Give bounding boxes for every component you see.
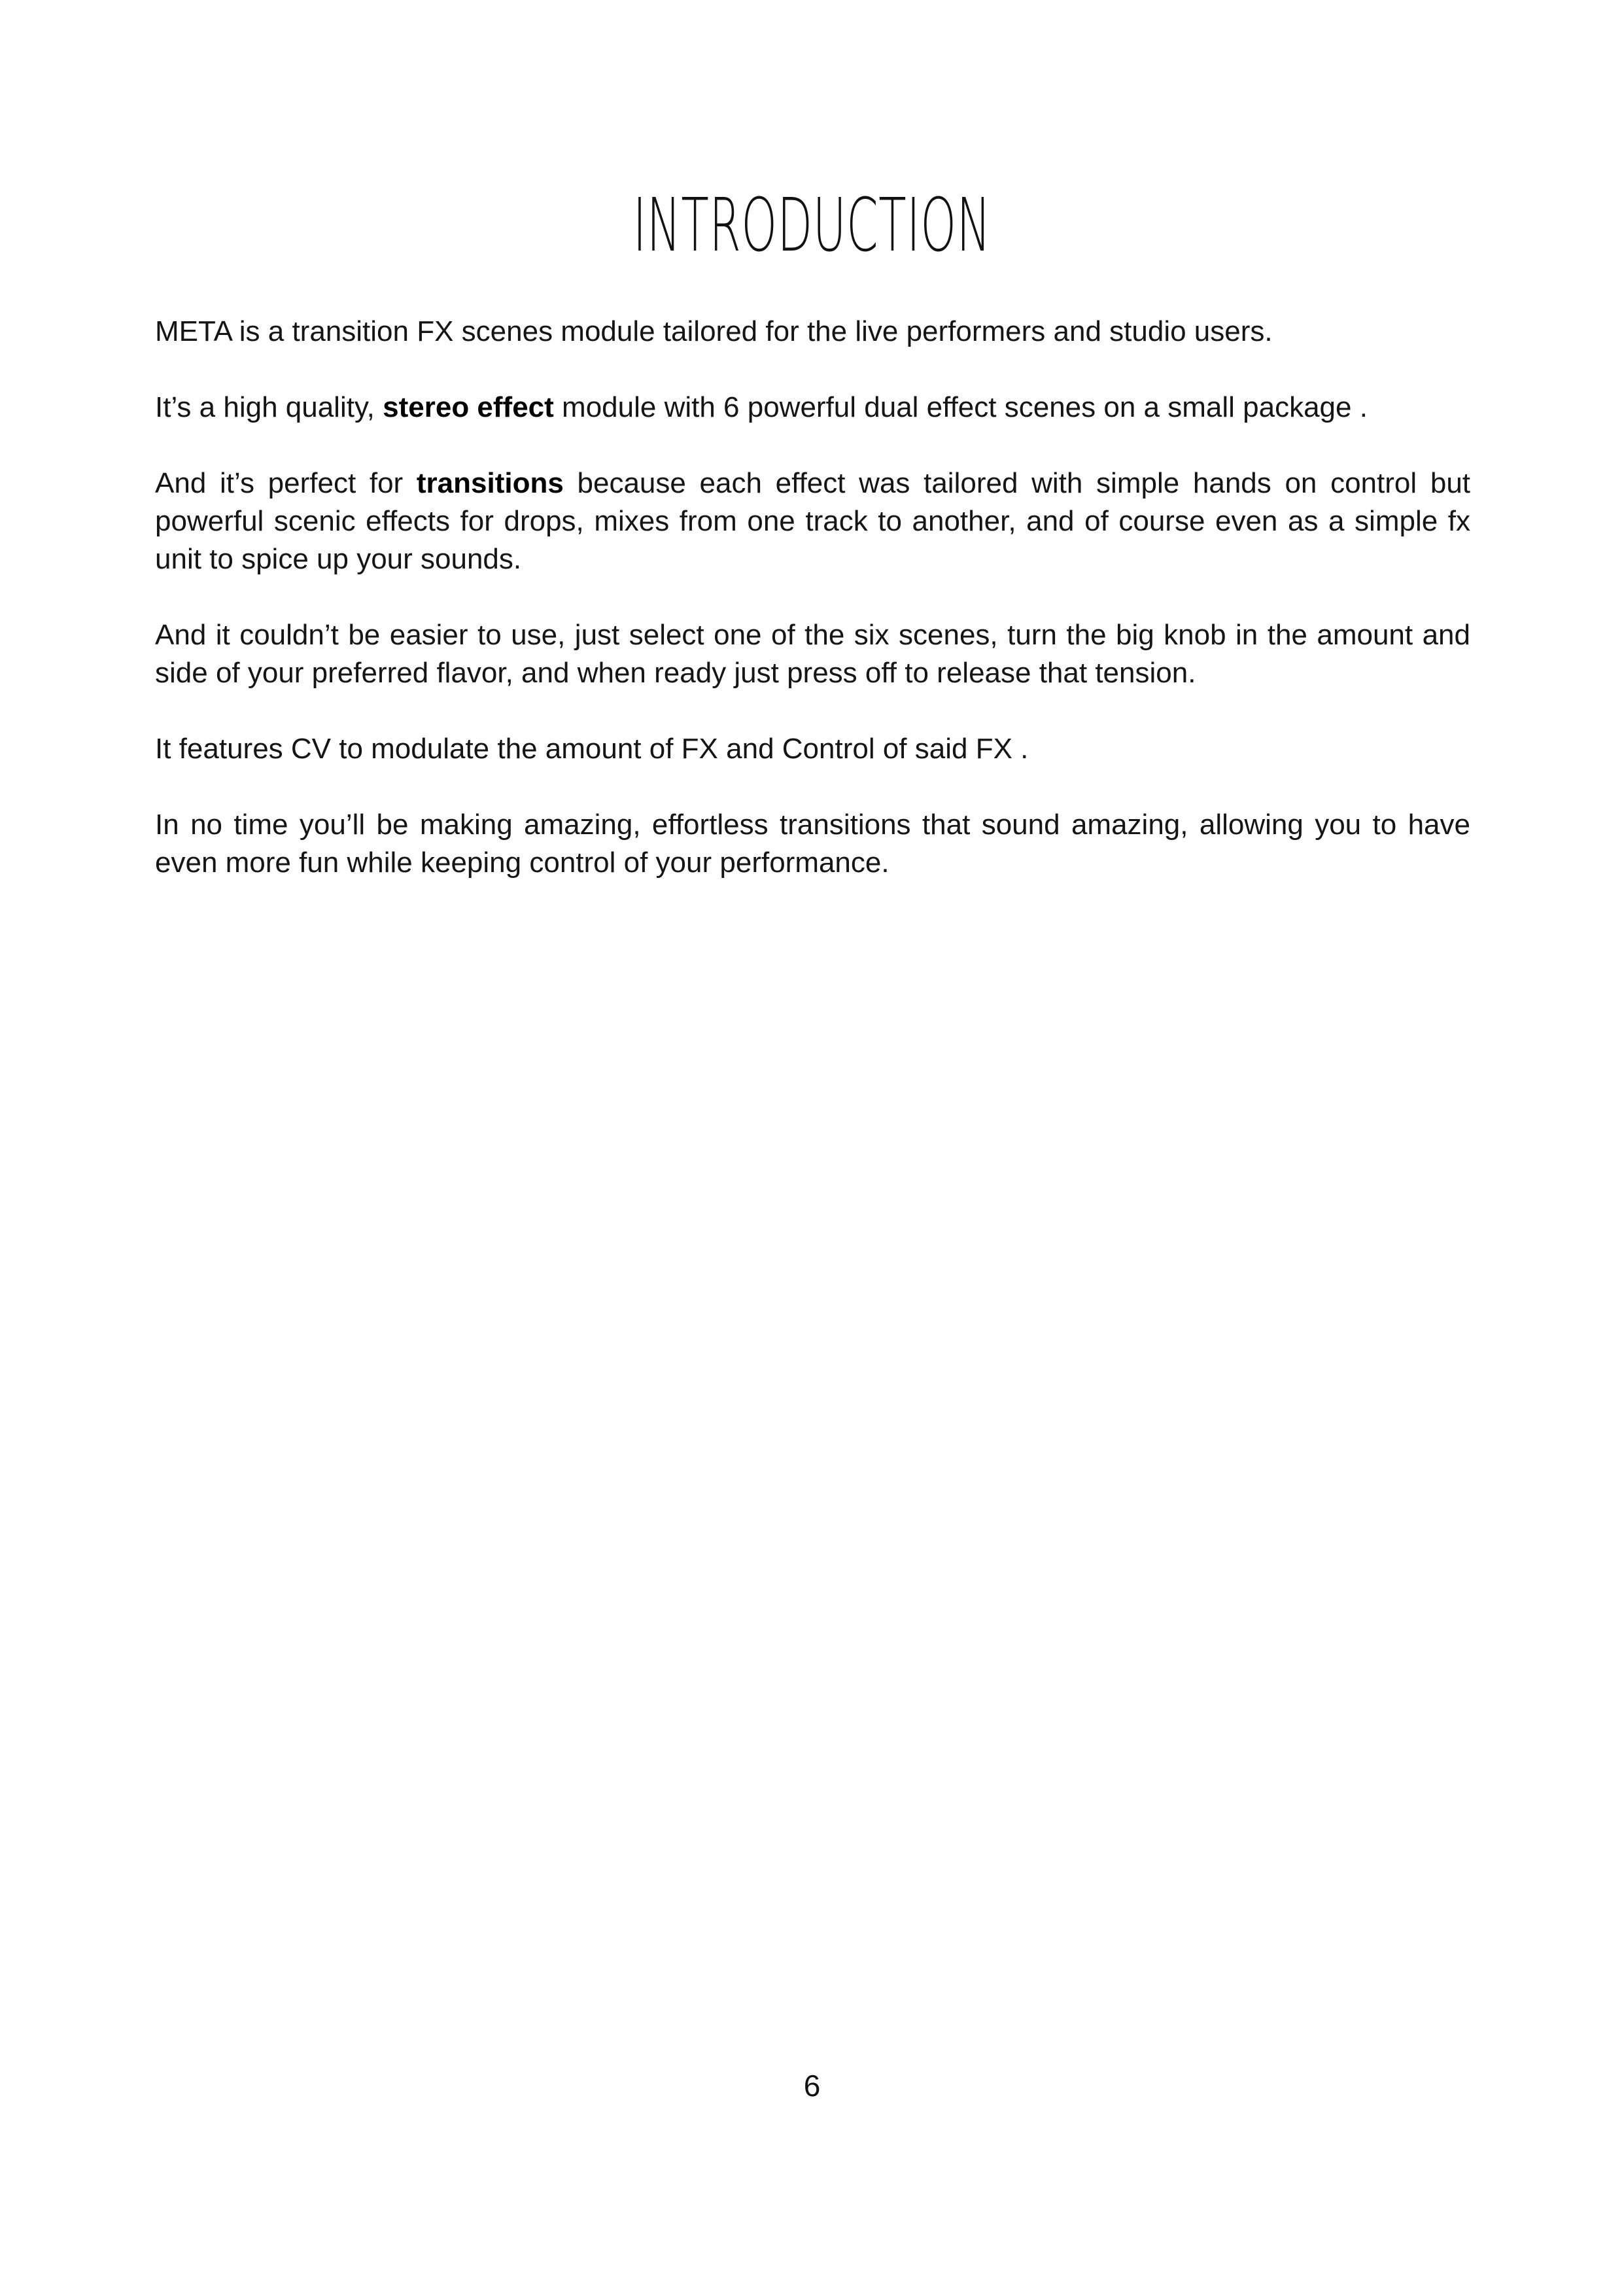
paragraph-3-text-after: because each effect was tailored with simple hands on control but powerful scenic effects for drops, mixes from one track to another, and of course even as a simple fx unit to spice up your sounds. bbox=[155, 467, 1471, 575]
paragraph-2-text-after: module with 6 powerful dual effect scenes on a small package . bbox=[553, 391, 1368, 423]
paragraph-2-text-before: It’s a high quality, bbox=[155, 391, 383, 423]
page-title: INTRODUCTION bbox=[632, 183, 992, 268]
intro-paragraph-1: META is a transition FX scenes module tailored for the live performers and studio users. bbox=[155, 315, 1273, 347]
transitions-emphasis: transitions bbox=[416, 467, 564, 499]
intro-paragraph-2 bbox=[155, 389, 1470, 427]
intro-paragraph-4: And it couldn’t be easier to use, just select one of the six scenes, turn the big knob in the amount and side of your preferred flavor, and when ready just press off to release that tension. bbox=[155, 619, 1470, 689]
intro-paragraph-3 bbox=[155, 464, 1470, 578]
page-number: 6 bbox=[803, 2069, 821, 2103]
intro-paragraph-5: It features CV to modulate the amount of FX and Control of said FX . bbox=[155, 733, 1029, 765]
stereo-effect-emphasis: stereo effect bbox=[383, 391, 554, 423]
introduction-body bbox=[155, 313, 1470, 920]
intro-paragraph-6: In no time you’ll be making amazing, effortless transitions that sound amazing, allowing you to have even more fun while keeping control of your performance. bbox=[155, 809, 1470, 879]
paragraph-3-text-before: And it’s perfect for bbox=[155, 467, 417, 499]
